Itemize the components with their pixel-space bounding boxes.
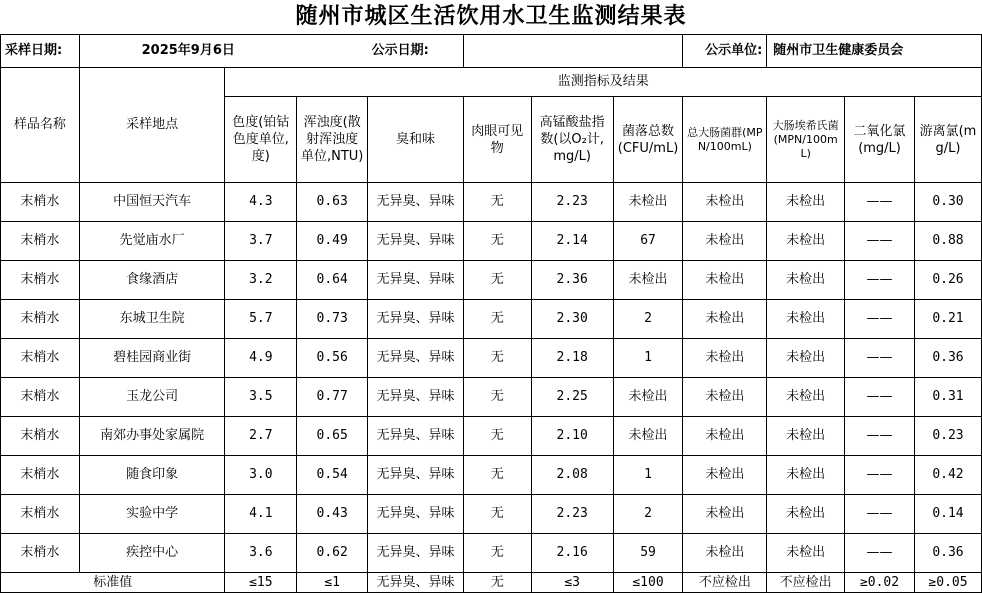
result-cell: 0.62 <box>297 534 368 573</box>
result-cell: 无异臭、异味 <box>368 300 464 339</box>
result-cell: 未检出 <box>767 378 845 417</box>
header-turbidity: 浑浊度(散射浑浊度单位,NTU) <box>297 97 368 183</box>
standard-value: ≥0.05 <box>914 573 981 593</box>
result-cell: 无 <box>463 183 531 222</box>
result-cell: 未检出 <box>683 417 767 456</box>
result-cell: 无 <box>463 534 531 573</box>
result-cell: 未检出 <box>613 378 683 417</box>
header-indicator-group: 监测指标及结果 <box>225 68 982 97</box>
result-cell: 无异臭、异味 <box>368 417 464 456</box>
result-cell: 0.54 <box>297 456 368 495</box>
result-cell: 无 <box>463 495 531 534</box>
result-cell: 3.2 <box>225 261 297 300</box>
table-row <box>1 417 982 456</box>
result-cell: 59 <box>613 534 683 573</box>
header-color: 色度(铂钴色度单位,度) <box>225 97 297 183</box>
location-cell: 疾控中心 <box>79 534 225 573</box>
result-cell: 未检出 <box>767 222 845 261</box>
standard-value: 不应检出 <box>683 573 767 593</box>
result-cell: 0.65 <box>297 417 368 456</box>
standard-value: ≤100 <box>613 573 683 593</box>
result-cell: —— <box>845 534 915 573</box>
sample-name-cell: 末梢水 <box>1 300 80 339</box>
result-cell: 0.14 <box>914 495 981 534</box>
result-cell: —— <box>845 222 915 261</box>
result-cell: 未检出 <box>683 222 767 261</box>
location-cell: 先觉庙水厂 <box>79 222 225 261</box>
result-cell: 2.23 <box>531 183 613 222</box>
table-row <box>1 456 982 495</box>
result-cell: 未检出 <box>683 378 767 417</box>
result-cell: 0.30 <box>914 183 981 222</box>
header-free-chlorine: 游离氯(mg/L) <box>914 97 981 183</box>
result-cell: 2.36 <box>531 261 613 300</box>
result-cell: 0.88 <box>914 222 981 261</box>
result-cell: 无 <box>463 261 531 300</box>
result-cell: 无 <box>463 417 531 456</box>
sample-name-cell: 末梢水 <box>1 417 80 456</box>
header-chlorine-dioxide: 二氧化氯(mg/L) <box>845 97 915 183</box>
result-cell: 未检出 <box>613 183 683 222</box>
publish-date-value <box>463 35 683 68</box>
result-cell: —— <box>845 378 915 417</box>
sample-name-cell: 末梢水 <box>1 222 80 261</box>
sample-name-cell: 末梢水 <box>1 183 80 222</box>
data-rows <box>1 183 982 573</box>
location-cell: 玉龙公司 <box>79 378 225 417</box>
table-row <box>1 378 982 417</box>
table-row <box>1 339 982 378</box>
result-cell: 未检出 <box>767 495 845 534</box>
sample-name-cell: 末梢水 <box>1 495 80 534</box>
result-cell: 2.25 <box>531 378 613 417</box>
sample-name-cell: 末梢水 <box>1 456 80 495</box>
result-cell: 67 <box>613 222 683 261</box>
header-permanganate: 高锰酸盐指数(以O₂计,mg/L) <box>531 97 613 183</box>
sample-name-cell: 末梢水 <box>1 339 80 378</box>
result-cell: 2.08 <box>531 456 613 495</box>
result-cell: 2.30 <box>531 300 613 339</box>
publisher-value: 随州市卫生健康委员会 <box>767 35 982 68</box>
location-cell: 南郊办事处家属院 <box>79 417 225 456</box>
result-cell: 0.77 <box>297 378 368 417</box>
result-cell: 2.14 <box>531 222 613 261</box>
result-cell: 未检出 <box>683 534 767 573</box>
result-cell: 2.7 <box>225 417 297 456</box>
result-cell: 0.63 <box>297 183 368 222</box>
sample-name-cell: 末梢水 <box>1 261 80 300</box>
result-cell: 无 <box>463 378 531 417</box>
standard-value: 无异臭、异味 <box>368 573 464 593</box>
result-cell: 未检出 <box>683 456 767 495</box>
standard-row <box>1 573 982 593</box>
result-cell: 无 <box>463 339 531 378</box>
result-cell: 无异臭、异味 <box>368 183 464 222</box>
standard-value: 无 <box>463 573 531 593</box>
header-odor: 臭和味 <box>368 97 464 183</box>
result-cell: 未检出 <box>613 261 683 300</box>
result-cell: 未检出 <box>767 339 845 378</box>
page-title: 随州市城区生活饮用水卫生监测结果表 <box>295 4 687 29</box>
result-cell: —— <box>845 300 915 339</box>
result-cell: 0.73 <box>297 300 368 339</box>
result-cell: 2.23 <box>531 495 613 534</box>
result-cell: 0.42 <box>914 456 981 495</box>
result-cell: 1 <box>613 456 683 495</box>
location-cell: 实验中学 <box>79 495 225 534</box>
result-cell: 0.31 <box>914 378 981 417</box>
result-cell: 无异臭、异味 <box>368 534 464 573</box>
location-cell: 东城卫生院 <box>79 300 225 339</box>
result-cell: —— <box>845 183 915 222</box>
result-cell: 0.64 <box>297 261 368 300</box>
header-colony-count: 菌落总数(CFU/mL) <box>613 97 683 183</box>
result-cell: 未检出 <box>767 261 845 300</box>
result-cell: 未检出 <box>767 300 845 339</box>
result-cell: 未检出 <box>683 183 767 222</box>
result-cell: 无异臭、异味 <box>368 495 464 534</box>
standard-value: ≥0.02 <box>845 573 915 593</box>
header-e-coli: 大肠埃希氏菌(MPN/100mL) <box>767 97 845 183</box>
header-location: 采样地点 <box>79 68 225 183</box>
result-cell: 无 <box>463 300 531 339</box>
result-cell: 2.18 <box>531 339 613 378</box>
result-cell: 0.26 <box>914 261 981 300</box>
publish-date-label: 公示日期: <box>368 35 464 68</box>
location-cell: 中国恒天汽车 <box>79 183 225 222</box>
location-cell: 食缘酒店 <box>79 261 225 300</box>
result-cell: 5.7 <box>225 300 297 339</box>
result-cell: 未检出 <box>683 495 767 534</box>
sample-name-cell: 末梢水 <box>1 534 80 573</box>
standard-value: ≤3 <box>531 573 613 593</box>
standard-value: ≤1 <box>297 573 368 593</box>
result-cell: 无异臭、异味 <box>368 222 464 261</box>
info-row <box>1 35 982 68</box>
result-cell: 4.3 <box>225 183 297 222</box>
result-cell: 4.1 <box>225 495 297 534</box>
result-cell: —— <box>845 456 915 495</box>
sample-date-label: 采样日期: <box>1 35 80 68</box>
group-header-row <box>1 68 982 97</box>
result-cell: 2 <box>613 300 683 339</box>
result-cell: 未检出 <box>683 261 767 300</box>
standard-label: 标准值 <box>1 573 225 593</box>
result-cell: 2.10 <box>531 417 613 456</box>
result-cell: 1 <box>613 339 683 378</box>
result-cell: 无异臭、异味 <box>368 261 464 300</box>
result-cell: —— <box>845 495 915 534</box>
table-row <box>1 300 982 339</box>
result-cell: 未检出 <box>767 417 845 456</box>
result-cell: 3.7 <box>225 222 297 261</box>
result-cell: 0.23 <box>914 417 981 456</box>
table-row <box>1 495 982 534</box>
header-visible-matter: 肉眼可见物 <box>463 97 531 183</box>
result-cell: —— <box>845 261 915 300</box>
result-cell: 0.43 <box>297 495 368 534</box>
result-cell: 2 <box>613 495 683 534</box>
result-cell: 无异臭、异味 <box>368 339 464 378</box>
publisher-label: 公示单位: <box>683 35 767 68</box>
sample-name-cell: 末梢水 <box>1 378 80 417</box>
result-cell: 未检出 <box>683 339 767 378</box>
result-cell: 无 <box>463 456 531 495</box>
header-sample-name: 样品名称 <box>1 68 80 183</box>
result-cell: 无 <box>463 222 531 261</box>
result-cell: —— <box>845 417 915 456</box>
result-cell: 无异臭、异味 <box>368 456 464 495</box>
result-cell: 0.36 <box>914 534 981 573</box>
result-cell: 0.49 <box>297 222 368 261</box>
table-row <box>1 534 982 573</box>
standard-value: ≤15 <box>225 573 297 593</box>
result-cell: 3.5 <box>225 378 297 417</box>
info-spacer <box>297 35 368 68</box>
result-cell: 未检出 <box>683 300 767 339</box>
location-cell: 碧桂园商业街 <box>79 339 225 378</box>
result-cell: 无异臭、异味 <box>368 378 464 417</box>
table-row <box>1 261 982 300</box>
result-cell: 4.9 <box>225 339 297 378</box>
table-row <box>1 222 982 261</box>
location-cell: 随食印象 <box>79 456 225 495</box>
result-cell: 0.21 <box>914 300 981 339</box>
result-cell: 未检出 <box>613 417 683 456</box>
table-row <box>1 183 982 222</box>
header-total-coliforms: 总大肠菌群(MPN/100mL) <box>683 97 767 183</box>
results-table <box>0 34 982 593</box>
result-cell: 未检出 <box>767 534 845 573</box>
result-cell: 未检出 <box>767 183 845 222</box>
result-cell: 3.0 <box>225 456 297 495</box>
result-cell: —— <box>845 339 915 378</box>
result-cell: 2.16 <box>531 534 613 573</box>
result-cell: 3.6 <box>225 534 297 573</box>
standard-value: 不应检出 <box>767 573 845 593</box>
sample-date-value: 2025年9月6日 <box>79 35 296 68</box>
result-cell: 未检出 <box>767 456 845 495</box>
result-cell: 0.56 <box>297 339 368 378</box>
result-cell: 0.36 <box>914 339 981 378</box>
